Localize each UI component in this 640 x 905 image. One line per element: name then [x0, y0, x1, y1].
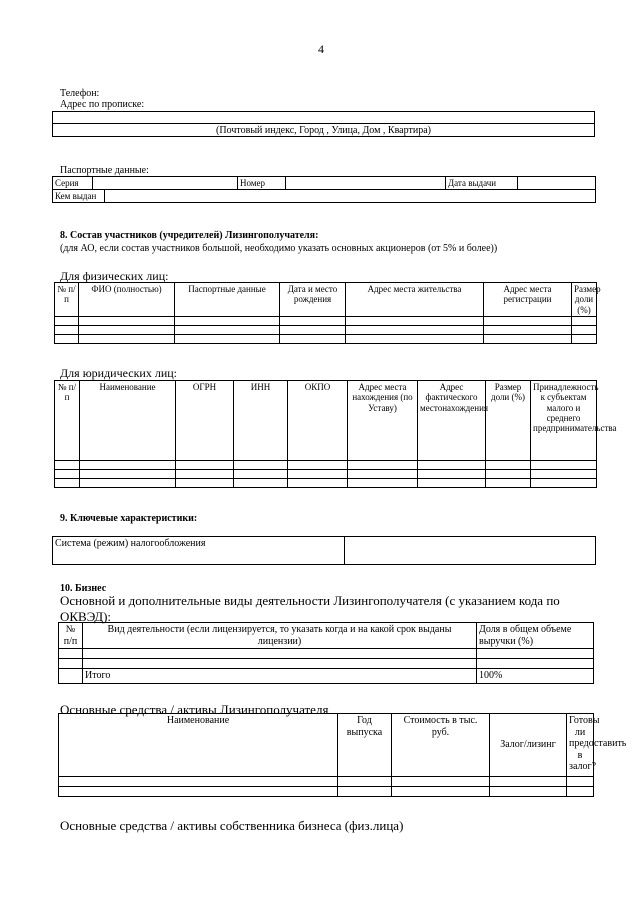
table-cell[interactable]	[338, 787, 392, 797]
legal-header-row	[55, 381, 597, 461]
section8-note: (для АО, если состав участников большой, необходимо указать основных акционеров (от 5% и более))	[60, 243, 498, 254]
table-cell[interactable]	[477, 649, 594, 659]
header-cell: ОГРН	[176, 381, 234, 461]
header-cell: Адрес фактического местонахождения	[418, 381, 486, 461]
header-cell: ИНН	[234, 381, 288, 461]
table-cell[interactable]	[175, 317, 280, 326]
table-cell[interactable]	[59, 777, 338, 787]
legal-title: Для юридических лиц:	[60, 366, 178, 380]
table-cell[interactable]	[80, 479, 176, 488]
table-row	[59, 649, 594, 659]
table-cell[interactable]	[83, 659, 477, 669]
number-label: Номер	[238, 177, 286, 190]
table-cell[interactable]	[490, 777, 567, 787]
table-row	[59, 669, 594, 684]
table-cell[interactable]	[234, 461, 288, 470]
table-cell[interactable]	[55, 470, 80, 479]
activity-table	[58, 622, 594, 684]
table-cell[interactable]	[484, 335, 572, 344]
owner-assets-title: Основные средства / активы собственника бизнеса (физ.лица)	[60, 818, 404, 833]
tax-field[interactable]	[345, 537, 596, 565]
header-cell: Наименование	[59, 714, 338, 777]
table-cell[interactable]	[59, 787, 338, 797]
table-cell[interactable]	[348, 479, 418, 488]
table-cell[interactable]	[392, 777, 490, 787]
table-row	[55, 470, 597, 479]
table-cell[interactable]	[175, 326, 280, 335]
table-cell[interactable]	[80, 470, 176, 479]
table-cell[interactable]	[79, 326, 175, 335]
table-row	[59, 787, 594, 797]
table-cell[interactable]	[572, 326, 597, 335]
table-cell[interactable]	[234, 479, 288, 488]
date-field[interactable]	[518, 177, 596, 190]
header-cell: Адрес места жительства	[346, 283, 484, 317]
table-cell[interactable]	[486, 479, 531, 488]
table-cell[interactable]	[79, 317, 175, 326]
table-cell[interactable]	[346, 335, 484, 344]
section8-title: 8. Состав участников (учредителей) Лизингополучателя:	[60, 230, 319, 241]
header-cell: ОКПО	[288, 381, 348, 461]
address-divider	[52, 123, 595, 124]
table-cell[interactable]	[55, 326, 79, 335]
header-cell: Адрес места нахождения (по Уставу)	[348, 381, 418, 461]
header-cell: Стоимость в тыс. руб.	[392, 714, 490, 777]
header-cell: Вид деятельности (если лицензируется, то указать когда и на какой срок выданы лицензии)	[83, 623, 477, 649]
table-cell[interactable]	[288, 470, 348, 479]
passport-title: Паспортные данные:	[60, 165, 149, 176]
total-label: Итого	[83, 669, 477, 684]
assets-table	[58, 713, 627, 797]
legal-table	[54, 380, 617, 488]
header-cell: Доля в общем объеме выручки (%)	[477, 623, 594, 649]
date-label: Дата выдачи	[446, 177, 518, 190]
table-cell	[59, 669, 83, 684]
table-cell[interactable]	[346, 326, 484, 335]
table-row	[55, 317, 597, 326]
table-cell[interactable]	[477, 659, 594, 669]
table-cell[interactable]	[280, 335, 346, 344]
table-cell[interactable]	[531, 461, 597, 470]
header-cell: Год выпуска	[338, 714, 392, 777]
table-cell[interactable]	[55, 335, 79, 344]
table-cell[interactable]	[484, 326, 572, 335]
header-cell: Адрес места регистрации	[484, 283, 572, 317]
section9-title: 9. Ключевые характеристики:	[60, 513, 198, 524]
header-cell: № п/п	[55, 381, 80, 461]
header-cell: № п/п	[59, 623, 83, 649]
table-cell[interactable]	[338, 777, 392, 787]
table-cell[interactable]	[418, 479, 486, 488]
table-cell[interactable]	[83, 649, 477, 659]
table-cell[interactable]	[280, 326, 346, 335]
header-cell: Размер доли (%)	[486, 381, 531, 461]
tax-table	[52, 536, 596, 565]
tax-label: Система (режим) налогообложения	[53, 537, 345, 565]
table-cell[interactable]	[176, 461, 234, 470]
table-cell[interactable]	[531, 479, 597, 488]
header-cell: Готовы ли предоставить в залог?	[567, 714, 594, 777]
header-cell: ФИО (полностью)	[79, 283, 175, 317]
assets-title: Основные средства / активы Лизингополучателя	[60, 702, 329, 717]
header-cell: Паспортные данные	[175, 283, 280, 317]
issued-by-table	[52, 189, 596, 203]
table-cell[interactable]	[175, 335, 280, 344]
table-cell[interactable]	[567, 787, 594, 797]
table-cell[interactable]	[348, 470, 418, 479]
table-row	[55, 326, 597, 335]
table-cell[interactable]	[346, 317, 484, 326]
table-cell[interactable]	[531, 470, 597, 479]
table-cell[interactable]	[79, 335, 175, 344]
table-cell[interactable]	[572, 335, 597, 344]
header-cell: Размер доли (%)	[572, 283, 597, 317]
table-cell[interactable]	[348, 461, 418, 470]
table-row	[55, 461, 597, 470]
series-label: Серия	[53, 177, 93, 190]
table-cell[interactable]	[490, 787, 567, 797]
assets-header-row	[59, 714, 594, 777]
table-cell[interactable]	[280, 317, 346, 326]
header-cell: Залог/лизинг	[490, 714, 567, 777]
table-row	[55, 479, 597, 488]
table-cell[interactable]	[572, 317, 597, 326]
table-row	[55, 335, 597, 344]
table-cell[interactable]	[418, 470, 486, 479]
table-cell[interactable]	[59, 649, 83, 659]
table-cell[interactable]	[288, 461, 348, 470]
issued-by-field[interactable]	[105, 190, 596, 203]
table-cell[interactable]	[392, 787, 490, 797]
table-cell[interactable]	[176, 479, 234, 488]
table-cell[interactable]	[55, 317, 79, 326]
table-cell[interactable]	[80, 461, 176, 470]
number-field[interactable]	[286, 177, 446, 190]
table-cell[interactable]	[55, 461, 80, 470]
address-label: Адрес по прописке:	[60, 99, 145, 110]
address-hint: (Почтовый индекс, Город , Улица, Дом , Квартира)	[216, 125, 431, 136]
table-cell[interactable]	[486, 461, 531, 470]
table-cell[interactable]	[59, 659, 83, 669]
header-cell: № п/п	[55, 283, 79, 317]
table-cell[interactable]	[55, 479, 80, 488]
individuals-table	[54, 282, 601, 344]
table-cell[interactable]	[234, 470, 288, 479]
header-cell: Наименование	[80, 381, 176, 461]
table-row	[59, 659, 594, 669]
header-cell: Принадлежность к субъектам малого и среднего предпринимательства	[531, 381, 597, 461]
table-cell[interactable]	[418, 461, 486, 470]
table-cell[interactable]	[176, 470, 234, 479]
table-cell[interactable]	[567, 777, 594, 787]
table-row	[59, 777, 594, 787]
activity-header-row	[59, 623, 594, 649]
series-field[interactable]	[93, 177, 238, 190]
header-cell: Дата и место рождения	[280, 283, 346, 317]
total-value: 100%	[477, 669, 594, 684]
section10-subtitle: Основной и дополнительные виды деятельности Лизингополучателя (с указанием кода по ОКВЭД):	[60, 593, 560, 625]
individuals-header-row	[55, 283, 597, 317]
issued-by-label: Кем выдан	[53, 190, 105, 203]
individuals-title: Для физических лиц:	[60, 269, 169, 283]
phone-label: Телефон:	[60, 88, 100, 99]
table-cell[interactable]	[486, 470, 531, 479]
page-number: 4	[318, 42, 324, 56]
section10-title: 10. Бизнес	[60, 583, 107, 594]
table-cell[interactable]	[288, 479, 348, 488]
table-cell[interactable]	[484, 317, 572, 326]
